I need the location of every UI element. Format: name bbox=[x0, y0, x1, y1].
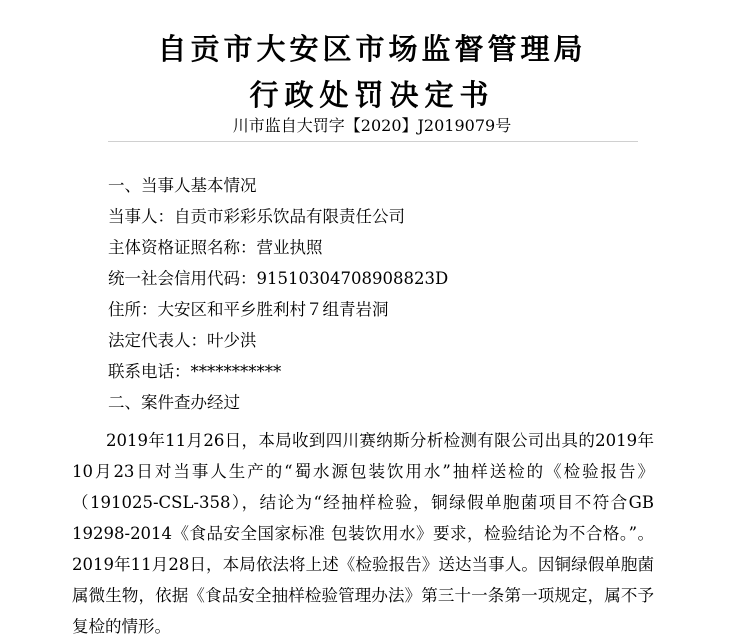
header-divider bbox=[108, 141, 638, 142]
credit-code: 统一社会信用代码：91510304708908823D bbox=[108, 269, 449, 288]
section-heading-case: 二、案件查办经过 bbox=[108, 393, 240, 412]
party-name: 当事人：自贡市彩彩乐饮品有限责任公司 bbox=[108, 207, 405, 226]
case-paragraph: 2019年11月26日，本局收到四川赛纳斯分析检测有限公司出具的2019年10月23日对当事人生产的“蜀水源包装饮用水”抽样送检的《检验报告》（191025-CSL-358），结论为“经抽样检验，铜绿假单胞菌项目不符合GB 19298-2014《食品安全国家标准 包装饮用水》要求，检验结论为不合格。”。2019年11月28日，本局依法将上述《检验报告》送达当事人。因铜绿假单胞菌属微生物，依据《食品安全抽样检验管理办法》第三十一条第一项规定，属不予复检的情形。 bbox=[72, 431, 654, 636]
address: 住所：大安区和平乡胜利村７组青岩洞 bbox=[108, 300, 389, 319]
section-heading-party: 一、当事人基本情况 bbox=[108, 176, 257, 195]
legal-representative: 法定代表人：叶少洪 bbox=[108, 331, 257, 350]
agency-name: 自贡市大安区市场监督管理局 bbox=[157, 32, 587, 66]
document-title: 行政处罚决定书 bbox=[249, 78, 495, 112]
contact-phone: 联系电话：*********** bbox=[108, 362, 282, 381]
document-number: 川市监自大罚字【2020】J2019079号 bbox=[232, 116, 512, 135]
qualification-name: 主体资格证照名称：营业执照 bbox=[108, 238, 323, 257]
